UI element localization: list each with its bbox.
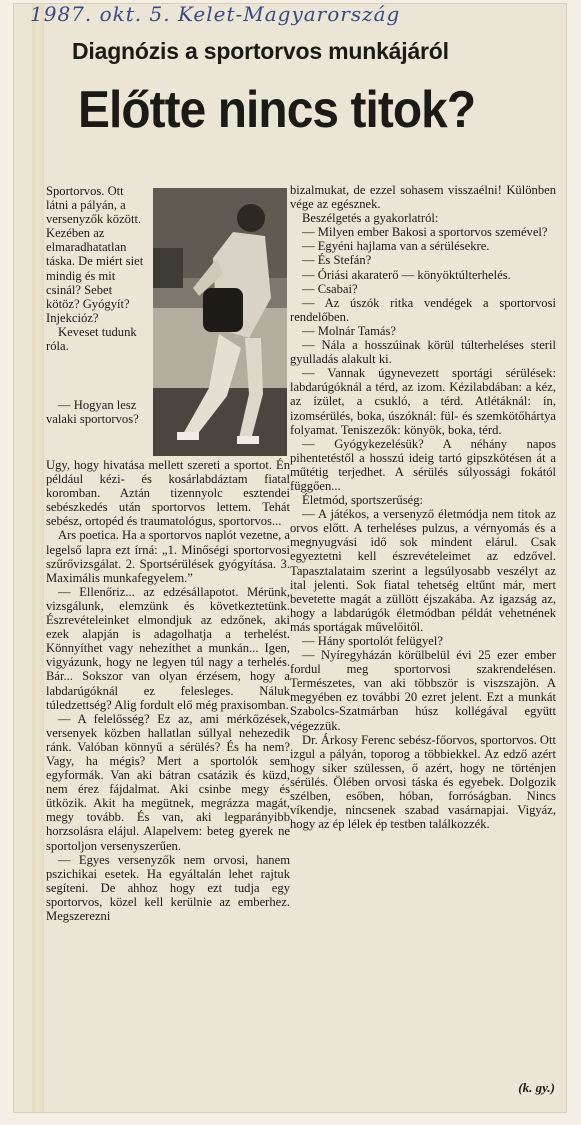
body-paragraph: — Egyéni hajlama van a sérülésekre.	[302, 239, 490, 254]
intro-paragraph: Keveset tudunk róla.	[46, 324, 137, 354]
body-paragraph: — Gyógykezelésük? A néhány napos pihentetéstől a hosszú ideig tartó gipszkötésen át a műtétig terjedhet. A sérülés súlyossági fokától függően...	[290, 436, 556, 493]
body-paragraph: — Molnár Tamás?	[302, 323, 397, 338]
paper-edge-stripe	[32, 4, 44, 1112]
body-paragraph: — Egyes versenyzők nem orvosi, hanem pszichikai esetek. Ha egyáltalán lehet rajtuk segíteni. De ahhoz hogy ezt tudja egy sportorvos, közel kell kerülnie az emberhez. Megszerezni	[46, 852, 290, 923]
body-paragraph: bizalmukat, de ezzel sohasem visszaélni! Különben vége az egésznek.	[290, 183, 556, 212]
body-paragraph: — Ellenőriz... az edzésállapotot. Mérünk, vizsgálunk, elemzünk és következtetünk. Észrevételeinket elmondjuk az edzőnek, aki ezek alapján is adagolhatja a terhelést. Könnyíthet vagy nehezíthet a munkán... Igen, vigyázunk, hogy ne legyen túl nagy a terhelés. Bár... Sokszor van olyan érzésem, hogy a labdarúgóknál ez felesleges. Náluk túledzettség? Alig fordult elő még praxisomban.	[46, 584, 290, 712]
article-subtitle: Diagnózis a sportorvos munkájáról	[72, 38, 449, 64]
body-paragraph: — És Stefán?	[302, 253, 372, 268]
article-photo	[153, 188, 287, 456]
article-headline: Előtte nincs titok?	[78, 81, 476, 139]
question-paragraph: — Hogyan lesz valaki sportorvos?	[46, 398, 139, 427]
body-paragraph: Ars poetica. Ha a sportorvos naplót vezetne, a legelső lapra ezt írná: „1. Minőségi sportorvosi szűrővizsgálat. 2. Sportsérülések gyógyítása. 3. Maximális munkafegyelem.”	[46, 528, 290, 585]
author-byline: (k. gy.)	[518, 1080, 555, 1095]
body-paragraph: Dr. Árkosy Ferenc sebész-főorvos, sportorvos. Ott izgul a pályán, toporog a többiekkel. Az edző azért hogy siker szülessen, ő azért, hogy ne történjen sérülés. Ölében orvosi táska és egyebek. Dolgozik szélben, esőben, hóban, forróságban. Nincs víkendje, nincsenek szabad vasárnapjai. Vigyáz, hogy az ép lélek ép testben találkozzék.	[290, 732, 556, 832]
body-paragraph: — Csabai?	[302, 281, 358, 296]
article-right-column	[290, 183, 556, 1063]
body-paragraph: — Nála a hosszúinak körül túlterheléses steril gyulladás alakult ki.	[290, 338, 556, 367]
article-left-column	[46, 458, 290, 1072]
intro-paragraph: Sportorvos. Ott látni a pályán, a versenyzők között. Kezében az elmaradhatatlan táska. De miért siet mindig és mit csinál? Sebet kötöz? Gyógyít? Injekcióz?	[46, 184, 144, 325]
body-paragraph: Ugy, hogy hivatása mellett szereti a sportot. Én például kézi- és kosárlabdáztam fiatal koromban. Aztán tizennyolc esztendei sebészkedés után sportorvos lettem. Tehát sebész, ortopéd és traumatológus, sportorvos...	[46, 458, 290, 529]
body-paragraph: — Milyen ember Bakosi a sportorvos szemével?	[302, 225, 548, 240]
article-question-column	[46, 398, 146, 458]
doctor-running-photo	[153, 188, 287, 456]
body-paragraph: — A felelősség? Ez az, ami mérkőzések, versenyek közben hallatlan súllyal nehezedik ránk. Valóban könnyű a sérülés? És ha nem? Vagy, ha mégis? Mert a sportolók sem egyformák. Van aki bátran csatázik és küzd, nem érez fájdalmat. Aki csinbe megy és ütközik. Akit ha megütnek, megrázza magát, megy tovább. És van, aki legparányibb horzsolásra elájul. Alapelvem: beteg gyerek ne sportoljon versenyszerűen.	[46, 711, 290, 853]
body-paragraph: — Hány sportolót felügyel?	[302, 634, 443, 648]
article-intro-column	[46, 184, 146, 354]
body-paragraph: — A játékos, a versenyző életmódja nem titok az orvos előtt. A terheléses pulzus, a vérnyomás és a megnyugvási idő sok mindent elárul. Csak egyeztetni kell észrevételeimet az edzővel. Tapasztalataim szerint a legsúlyosabb veszélyt az ital jelenti. Sok fiatal tehetség eltűnt már, mert bevetette magát a züllött éjszakába. Az igazság az, hogy a labdarúgók életmódban példát vehetnének más sportágak művelőitől.	[290, 507, 556, 634]
body-paragraph: — Az úszók ritka vendégek a sportorvosi rendelőben.	[290, 295, 556, 324]
body-paragraph: Életmód, sportszerűség:	[302, 493, 424, 508]
body-paragraph: — Nyíregyházán körülbelül évi 25 ezer ember fordul meg sportorvosi szakrendelésen. Természetes, van aki többször is viszszajön. A megyében ez további 20 ezret jelent. Ezt a munkát Szabolcs-Szatmárban húsz kollégával együtt végezzük.	[290, 648, 556, 733]
body-paragraph: — Vannak úgynevezett sportági sérülések: labdarúgóknál a térd, az izom. Kézilabdában: a kéz, az ízület, a csukló, a térd. Atlétáknál: ín, izomsérülés, boka, úszóknál: fül- és szemkötőhártya folyamat. Teniszezők: könyök, boka, térd.	[290, 366, 556, 437]
body-paragraph: — Óriási akaraterő — könyöktúlterhelés.	[302, 267, 511, 282]
handwritten-date-note: 1987. okt. 5. Kelet-Magyarország	[30, 2, 401, 26]
body-paragraph: Beszélgetés a gyakorlatról:	[302, 211, 439, 226]
